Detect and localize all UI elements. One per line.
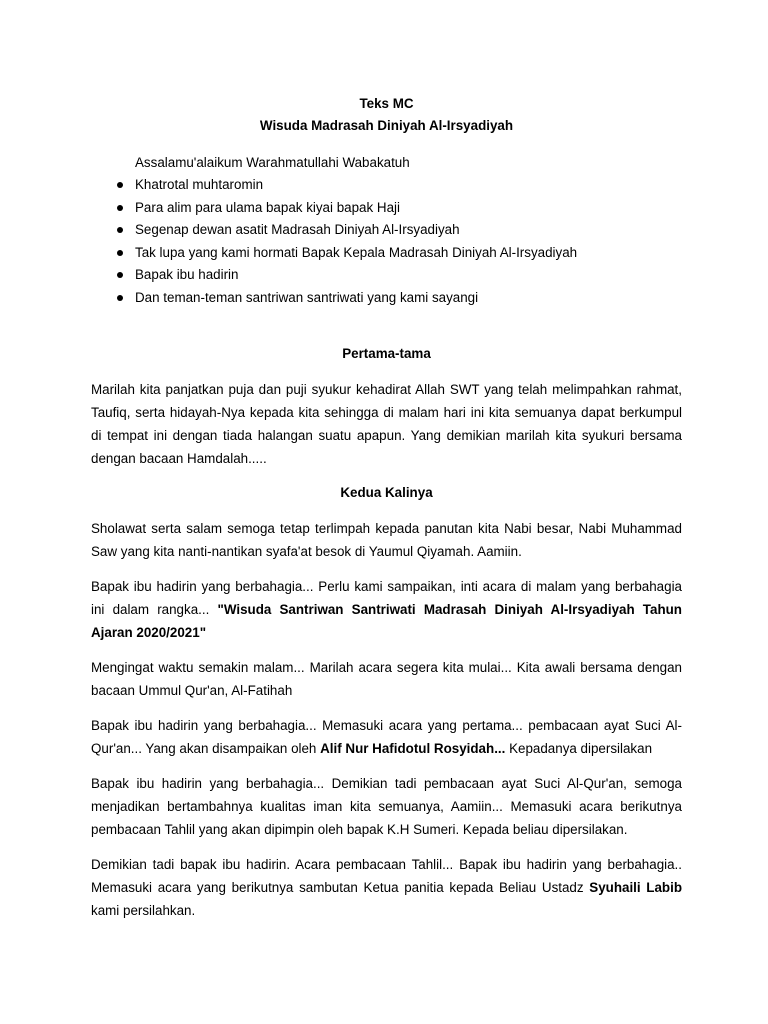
bullet-icon [117, 250, 123, 256]
list-item [91, 287, 682, 310]
list-item-text: Bapak ibu hadirin [135, 267, 239, 282]
list-item-text: Para alim para ulama bapak kiyai bapak Haji [135, 199, 400, 215]
list-item-text: Dan teman-teman santriwan santriwati yang kami sayangi [135, 289, 479, 305]
event-title-bold: "Wisuda Santriwan Santriwati Madrasah Diniyah Al-Irsyadiyah Tahun Ajaran 2020/2021" [91, 602, 682, 640]
bullet-icon [117, 227, 123, 233]
paragraph-text: Kepadanya dipersilakan [505, 741, 653, 756]
document-subtitle: Wisuda Madrasah Diniyah Al-Irsyadiyah [259, 118, 514, 133]
paragraph-text: Demikian tadi bapak ibu hadirin. Acara pembacaan Tahlil... Bapak ibu hadirin yang berbahagia.. Memasuki acara yang berikutnya sambutan Ketua panitia kepada Beliau Ustadz [91, 857, 682, 895]
document-title: Teks MC [359, 96, 414, 111]
list-item [91, 242, 682, 265]
paragraph-inti-acara [91, 575, 682, 644]
paragraph-opening: Marilah kita panjatkan puja dan puji syukur kehadirat Allah SWT yang telah melimpahkan rahmat, Taufiq, serta hidayah-Nya kepada kita sehingga di malam hari ini kita semuanya dapat berkumpul di tempat ini dengan tiada halangan suatu apapun. Yang demikian marilah kita syukuri bersama dengan bacaan Hamdalah..... [91, 382, 682, 466]
bullet-icon [117, 272, 123, 278]
paragraph-text: Bapak ibu hadirin yang berbahagia... Perlu kami sampaikan, inti acara di malam yang berbahagia ini dalam rangka... [91, 579, 682, 617]
paragraph-fatihah: Mengingat waktu semakin malam... Marilah acara segera kita mulai... Kita awali bersama dengan bacaan Ummul Qur'an, Al-Fatihah [91, 660, 682, 698]
speaker-name-bold: Syuhaili Labib [589, 880, 683, 895]
paragraph-text: kami persilahkan. [91, 903, 196, 918]
reader-name-bold: Alif Nur Hafidotul Rosyidah... [320, 741, 506, 756]
paragraph-quran-reading [91, 714, 682, 760]
bullet-icon [117, 295, 123, 301]
list-item [91, 197, 682, 220]
list-item-text: Segenap dewan asatit Madrasah Diniyah Al-Irsyadiyah [135, 222, 460, 237]
greeting-line: Assalamu'alaikum Warahmatullahi Wabakatuh [135, 155, 410, 170]
salutation-list [91, 174, 682, 309]
list-item-text: Khatrotal muhtaromin [135, 177, 264, 192]
paragraph-text: Bapak ibu hadirin yang berbahagia... Memasuki acara yang pertama... pembacaan ayat Suci Al-Qur'an... Yang akan disampaikan oleh [91, 718, 682, 756]
list-item [91, 174, 682, 197]
section-heading-kedua: Kedua Kalinya [340, 485, 433, 500]
list-item [91, 264, 682, 287]
paragraph-sambutan [91, 853, 682, 922]
list-item [91, 219, 682, 242]
bullet-icon [117, 182, 123, 188]
list-item-text: Tak lupa yang kami hormati Bapak Kepala Madrasah Diniyah Al-Irsyadiyah [135, 244, 578, 260]
bullet-icon [117, 205, 123, 211]
paragraph-sholawat: Sholawat serta salam semoga tetap terlimpah kepada panutan kita Nabi besar, Nabi Muhammad Saw yang kita nanti-nantikan syafa'at besok di Yaumul Qiyamah. Aamiin. [91, 521, 682, 559]
paragraph-tahlil: Bapak ibu hadirin yang berbahagia... Demikian tadi pembacaan ayat Suci Al-Qur'an, semoga menjadikan bertambahnya kualitas iman kita semuanya, Aamiin... Memasuki acara berikutnya pembacaan Tahlil yang akan dipimpin oleh bapak K.H Sumeri. Kepada beliau dipersilakan. [91, 776, 682, 837]
section-heading-pertama: Pertama-tama [342, 346, 431, 361]
